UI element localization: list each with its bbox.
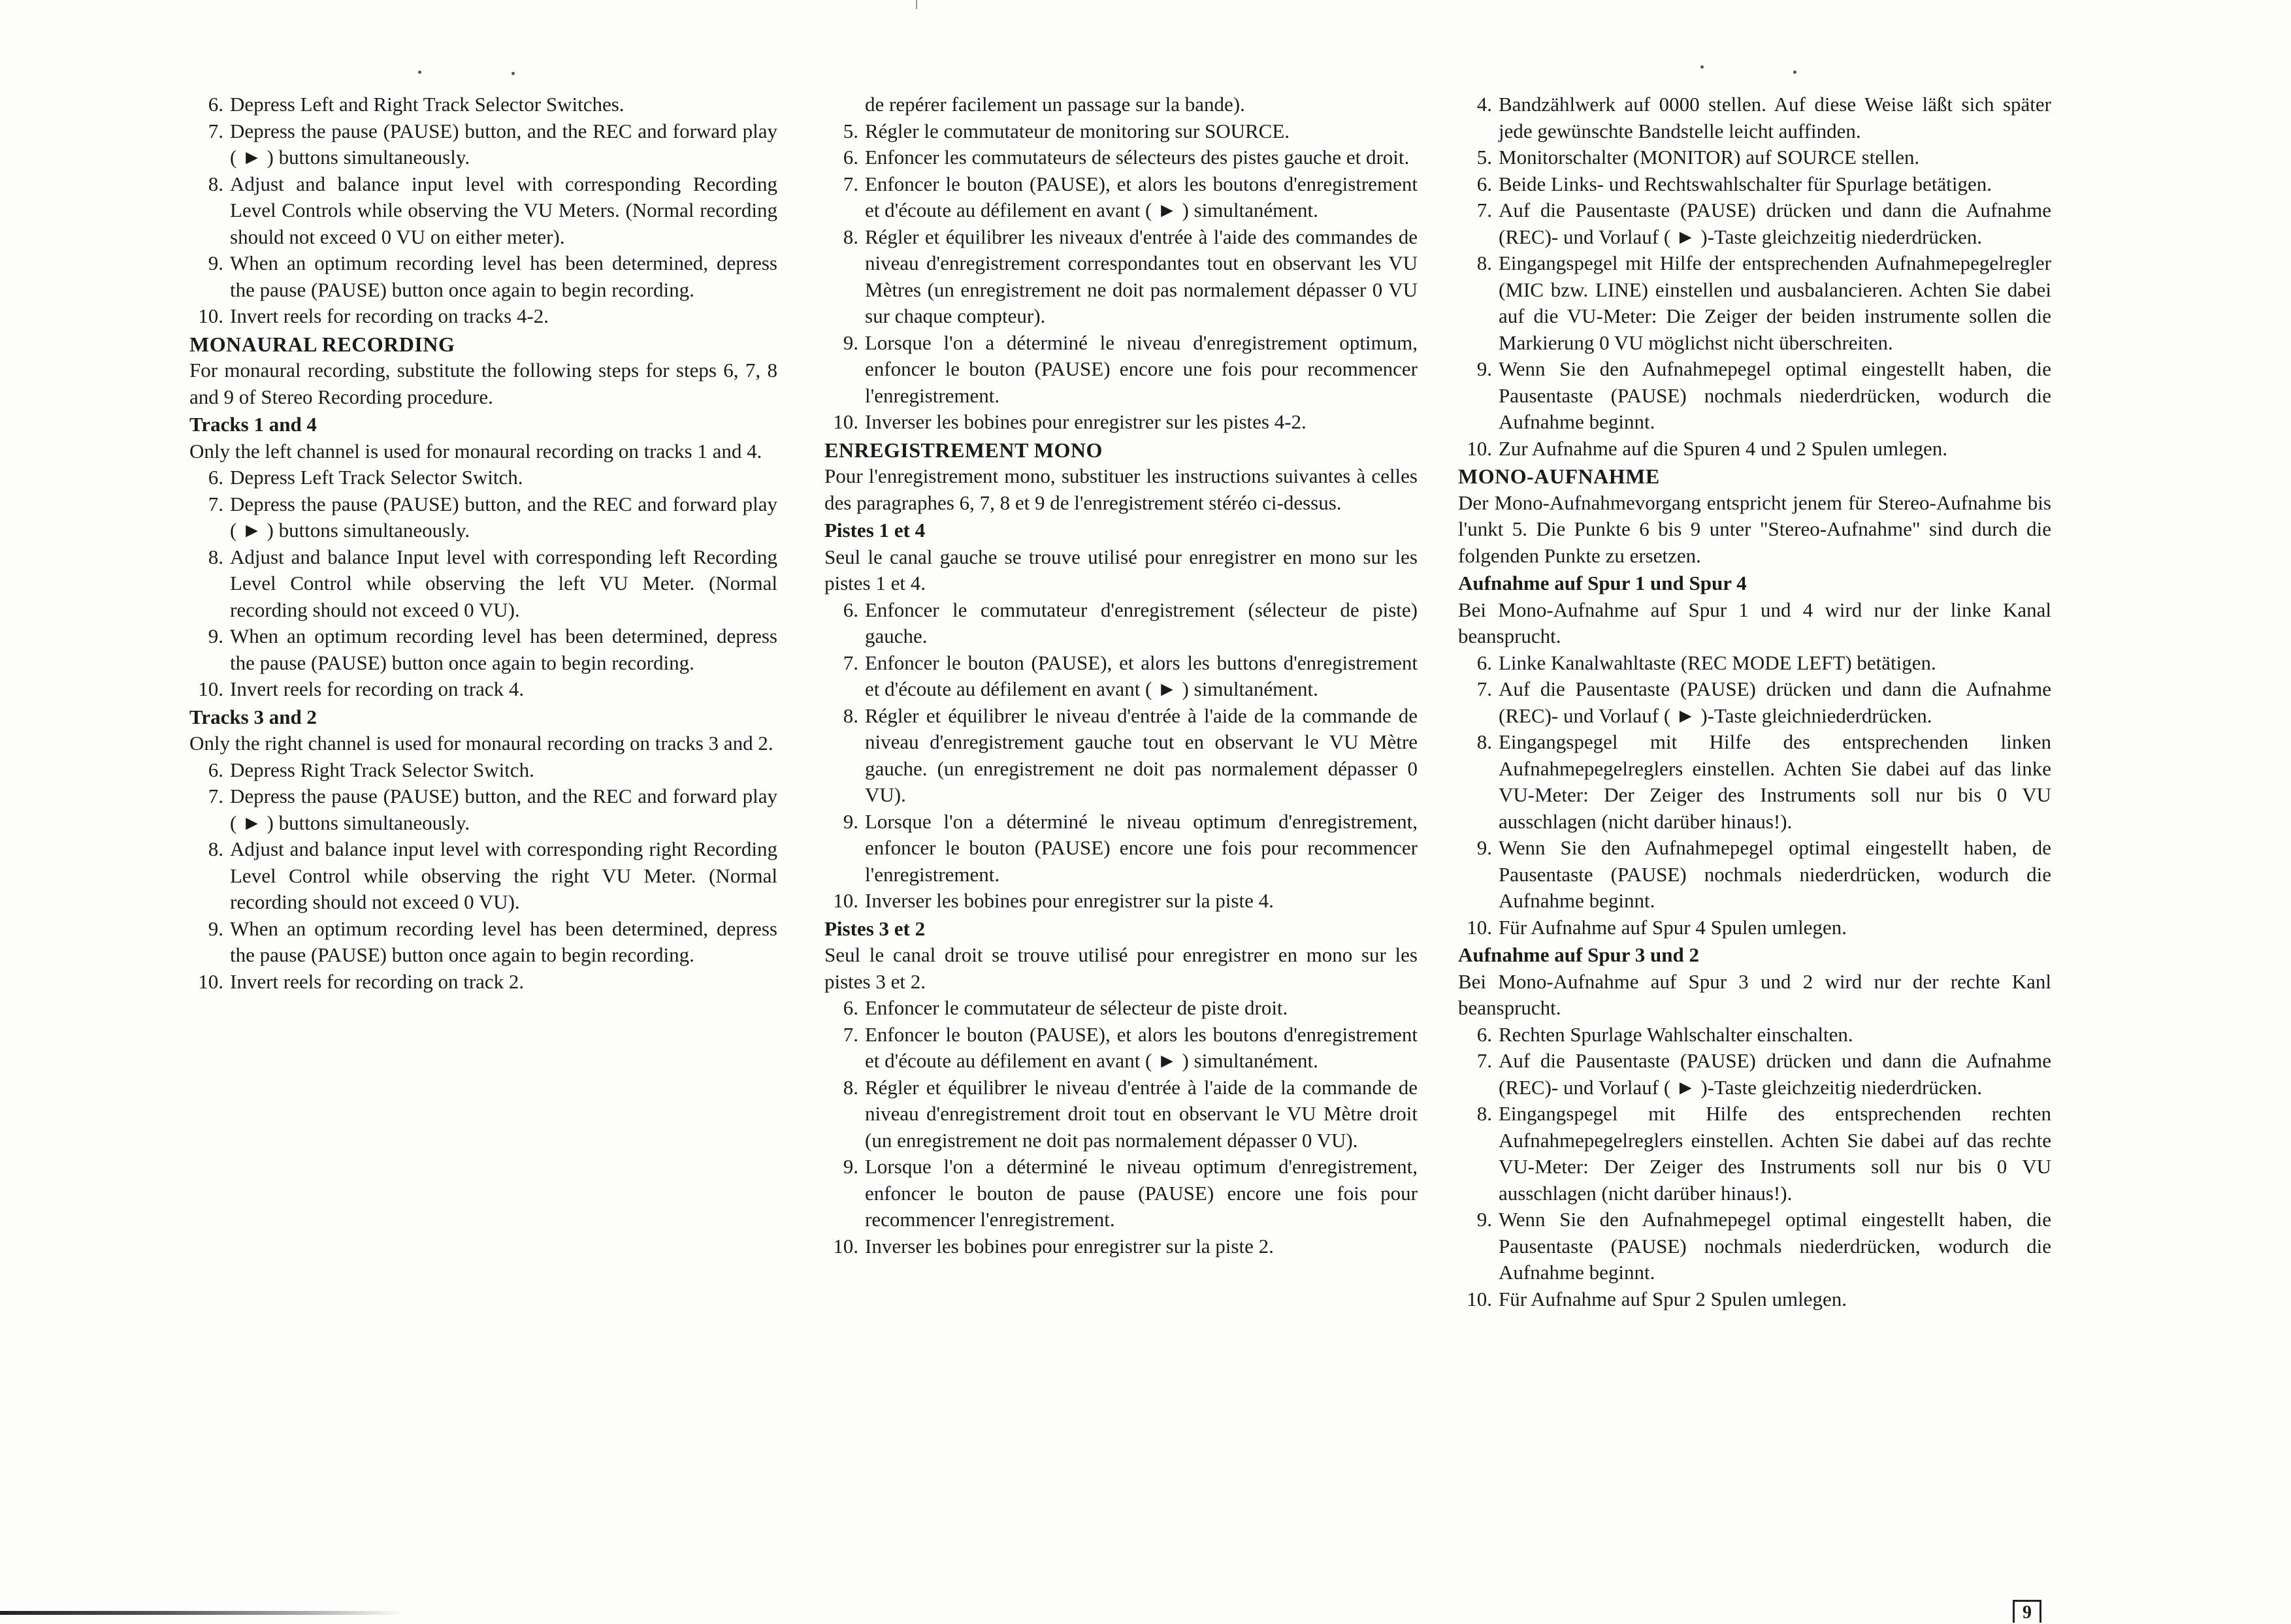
item-text: Depress Right Track Selector Switch. — [230, 758, 534, 781]
list-item — [1458, 1207, 2051, 1286]
list-item — [1458, 915, 2051, 941]
item-number: 7. — [208, 785, 223, 807]
list-item — [189, 303, 777, 330]
item-number: 8. — [208, 172, 223, 195]
list-item — [189, 171, 777, 251]
list-item — [1458, 171, 2051, 198]
item-text: Adjust and balance input level with corresponding Recording Level Controls while observing the VU Meters. (Normal recording should not exceed 0 VU on either meter). — [230, 172, 777, 248]
item-number: 7. — [208, 492, 223, 515]
paragraph: For monaural recording, substitute the following steps for steps 6, 7, 8 and 9 of Stereo Recording procedure. — [189, 359, 777, 408]
item-text: Auf die Pausentaste (PAUSE) drücken und dann die Aufnahme (REC)- und Vorlauf ( ► )-Taste gleichniederdrücken. — [1499, 677, 2051, 727]
item-text: Zur Aufnahme auf die Spuren 4 und 2 Spulen umlegen. — [1499, 436, 1948, 460]
item-number: 6. — [843, 146, 858, 169]
subsection-heading: Aufnahme auf Spur 3 und 2 — [1458, 943, 1699, 966]
item-text: Inverser les bobines pour enregistrer sur la piste 4. — [865, 889, 1274, 912]
item-number: 7. — [1476, 1049, 1492, 1072]
page-number: 9 — [2013, 1600, 2041, 1623]
item-number: 5. — [1476, 146, 1492, 169]
item-text: Inverser les bobines pour enregistrer sur les pistes 4-2. — [865, 410, 1307, 433]
list-item — [824, 888, 1418, 915]
item-number: 4. — [1476, 93, 1492, 116]
scan-speck — [1793, 71, 1796, 74]
list-item — [1458, 1101, 2051, 1207]
list-item — [824, 171, 1418, 224]
list-item — [189, 783, 777, 836]
list-item — [189, 491, 777, 544]
item-text: Bandzählwerk auf 0000 stellen. Auf diese Weise läßt sich später jede gewünschte Bandstelle leicht auffinden. — [1499, 93, 2051, 142]
item-text: Eingangspegel mit Hilfe des entsprechenden rechten Aufnahmepegelreglers einstellen. Achten Sie dabei auf das rechte VU-Meter: Der Zeiger des Instruments soll nur bis 0 VU ausschlagen (nicht darüber hinaus!). — [1499, 1102, 2051, 1205]
item-text: When an optimum recording level has been determined, depress the pause (PAUSE) button once again to begin recording. — [230, 625, 777, 674]
item-text: Auf die Pausentaste (PAUSE) drücken und dann die Aufnahme (REC)- und Vorlauf ( ► )-Taste gleichzeitig niederdrücken. — [1499, 199, 2051, 248]
item-text: de repérer facilement un passage sur la bande). — [865, 93, 1245, 116]
item-number: 8. — [1476, 252, 1492, 274]
list-item — [824, 1233, 1418, 1260]
item-text: Invert reels for recording on track 2. — [230, 969, 525, 993]
item-number: 10. — [1467, 1287, 1492, 1310]
list-item — [824, 91, 1418, 118]
section-heading: ENREGISTREMENT MONO — [824, 438, 1103, 462]
list-item — [189, 916, 777, 969]
list-item — [189, 464, 777, 491]
paragraph: Der Mono-Aufnahmevorgang entspricht jenem für Stereo-Aufnahme bis l'unkt 5. Die Punkte 6 bis 9 unter "Stereo-Aufnahme" sind durch die folgenden Punkte zu ersetzen. — [1458, 491, 2051, 567]
list-item — [824, 597, 1418, 650]
item-number: 8. — [843, 704, 858, 727]
item-text: Régler et équilibrer les niveaux d'entrée à l'aide des commandes de niveau d'enregistrement correspondantes tout en observant les VU Mètres (un enregistrement ne doit pas normalement dépasser 0 VU sur chaque compteur). — [865, 225, 1418, 327]
item-number: 9. — [843, 1155, 858, 1178]
item-number: 10. — [198, 677, 223, 700]
list-item — [824, 409, 1418, 436]
item-number: 6. — [1476, 651, 1492, 674]
item-number: 6. — [208, 758, 223, 781]
item-number: 6. — [843, 598, 858, 621]
item-number: 8. — [1476, 730, 1492, 753]
item-text: Depress the pause (PAUSE) button, and the REC and forward play ( ► ) buttons simultaneously. — [230, 492, 777, 542]
item-number: 10. — [1467, 436, 1492, 460]
item-number: 10. — [833, 1234, 858, 1258]
subsection-heading: Tracks 3 and 2 — [189, 705, 317, 728]
item-number: 6. — [208, 466, 223, 489]
section-heading: MONAURAL RECORDING — [189, 332, 455, 356]
item-number: 9. — [1476, 836, 1492, 859]
list-item — [189, 676, 777, 703]
item-number: 9. — [208, 252, 223, 274]
item-number: 9. — [1476, 357, 1492, 380]
item-text: Linke Kanalwahltaste (REC MODE LEFT) betätigen. — [1499, 651, 1936, 674]
list-item — [824, 809, 1418, 888]
item-number: 6. — [208, 93, 223, 116]
scan-speck — [1700, 65, 1704, 69]
item-text: Enfoncer le bouton (PAUSE), et alors les boutons d'enregistrement et d'écoute au défilement en avant ( ► ) simultanément. — [865, 1022, 1418, 1072]
scan-edge-strip — [0, 1611, 405, 1615]
item-number: 7. — [208, 119, 223, 142]
item-text: Enfoncer les commutateurs de sélecteurs des pistes gauche et droit. — [865, 146, 1410, 169]
item-number: 6. — [1476, 172, 1492, 195]
item-number: 8. — [843, 225, 858, 248]
item-text: Adjust and balance Input level with corresponding left Recording Level Control while observing the left VU Meter. (Normal recording should not exceed 0 VU). — [230, 545, 777, 621]
paragraph: Only the left channel is used for monaural recording on tracks 1 and 4. — [189, 439, 762, 463]
list-item — [824, 1154, 1418, 1233]
item-text: Invert reels for recording on tracks 4-2. — [230, 304, 549, 327]
item-text: Monitorschalter (MONITOR) auf SOURCE stellen. — [1499, 146, 1920, 169]
item-text: Depress Left Track Selector Switch. — [230, 466, 523, 489]
item-number: 6. — [1476, 1022, 1492, 1046]
item-number: 8. — [843, 1075, 858, 1099]
list-item — [824, 1022, 1418, 1075]
paragraph: Bei Mono-Aufnahme auf Spur 3 und 2 wird nur der rechte Kanl beansprucht. — [1458, 969, 2051, 1019]
item-text: Régler et équilibrer le niveau d'entrée à l'aide de la commande de niveau d'enregistrement droit tout en observant le VU Mètre droit (un enregistrement ne doit pas normalement dépasser 0 VU). — [865, 1075, 1418, 1152]
item-text: Enfoncer le bouton (PAUSE), et alors les buttons d'enregistrement et d'écoute au défilement en avant ( ► ) simultanément. — [865, 651, 1418, 700]
english-column — [189, 91, 777, 995]
item-number: 7. — [843, 651, 858, 674]
list-item — [1458, 356, 2051, 436]
list-item — [1458, 729, 2051, 835]
subsection-heading: Aufnahme auf Spur 1 und Spur 4 — [1458, 572, 1747, 594]
item-text: Wenn Sie den Aufnahmepegel optimal eingestellt haben, de Pausentaste (PAUSE) nochmals niederdrücken, wodurch die Aufnahme beginnt. — [1499, 836, 2051, 912]
list-item — [189, 623, 777, 676]
list-item — [189, 836, 777, 916]
item-text: Enfoncer le commutateur de sélecteur de piste droit. — [865, 996, 1288, 1019]
scan-speck — [512, 72, 515, 75]
item-text: When an optimum recording level has been determined, depress the pause (PAUSE) button once again to begin recording. — [230, 917, 777, 966]
item-text: Invert reels for recording on track 4. — [230, 677, 525, 700]
item-number: 7. — [843, 172, 858, 195]
item-text: Depress Left and Right Track Selector Switches. — [230, 93, 625, 116]
item-text: Für Aufnahme auf Spur 4 Spulen umlegen. — [1499, 915, 1847, 939]
item-text: Lorsque l'on a déterminé le niveau optimum d'enregistrement, enfoncer le bouton (PAUSE) encore une fois pour recommencer l'enregistrement. — [865, 809, 1418, 886]
list-item — [189, 91, 777, 118]
paragraph: Bei Mono-Aufnahme auf Spur 1 und 4 wird nur der linke Kanal beansprucht. — [1458, 598, 2051, 647]
list-item — [1458, 650, 2051, 677]
item-number: 8. — [1476, 1102, 1492, 1125]
list-item — [1458, 436, 2051, 463]
item-number: 8. — [208, 545, 223, 568]
item-text: Rechten Spurlage Wahlschalter einschalten. — [1499, 1022, 1853, 1046]
item-number: 5. — [843, 119, 858, 142]
list-item — [1458, 250, 2051, 356]
list-item — [189, 118, 777, 171]
subsection-heading: Pistes 1 et 4 — [824, 519, 926, 542]
list-item — [1458, 197, 2051, 250]
list-item — [189, 757, 777, 784]
paragraph: Pour l'enregistrement mono, substituer les instructions suivantes à celles des paragraphes 6, 7, 8 et 9 de l'enregistrement stéréo ci-dessus. — [824, 464, 1418, 514]
paragraph: Seul le canal gauche se trouve utilisé pour enregistrer en mono sur les pistes 1 et 4. — [824, 545, 1418, 594]
item-number: 10. — [198, 969, 223, 993]
german-column — [1458, 91, 2051, 1312]
list-item — [824, 118, 1418, 145]
item-number: 6. — [843, 996, 858, 1019]
list-item — [1458, 91, 2051, 144]
list-item — [824, 995, 1418, 1022]
item-text: Régler et équilibrer le niveau d'entrée à l'aide de la commande de niveau d'enregistrement gauche tout en observant le VU Mètre gauche. (un enregistrement ne doit pas normalement dépasser 0 VU). — [865, 704, 1418, 806]
item-text: Adjust and balance input level with corresponding right Recording Level Control while observing the right VU Meter. (Normal recording should not exceed 0 VU). — [230, 837, 777, 913]
item-number: 9. — [208, 625, 223, 647]
list-item — [824, 703, 1418, 809]
list-item — [824, 330, 1418, 410]
list-item — [824, 224, 1418, 330]
section-heading: MONO-AUFNAHME — [1458, 464, 1660, 488]
item-number: 9. — [1476, 1208, 1492, 1231]
item-text: Enfoncer le bouton (PAUSE), et alors les boutons d'enregistrement et d'écoute au défilement en avant ( ► ) simultanément. — [865, 172, 1418, 221]
item-text: Depress the pause (PAUSE) button, and the REC and forward play ( ► ) buttons simultaneously. — [230, 119, 777, 169]
list-item — [189, 250, 777, 303]
list-item — [1458, 1048, 2051, 1101]
scan-speck — [418, 71, 421, 74]
list-item — [189, 969, 777, 996]
item-text: Eingangspegel mit Hilfe des entsprechenden linken Aufnahmepegelreglers einstellen. Achten Sie dabei auf das linke VU-Meter: Der Zeiger des Instruments soll nur bis 0 VU ausschlagen (nicht darüber hinaus!). — [1499, 730, 2051, 833]
paragraph: Seul le canal droit se trouve utilisé pour enregistrer en mono sur les pistes 3 et 2. — [824, 943, 1418, 993]
item-number: 8. — [208, 837, 223, 860]
item-text: Enfoncer le commutateur d'enregistrement (sélecteur de piste) gauche. — [865, 598, 1418, 647]
item-number: 9. — [208, 917, 223, 940]
item-text: Depress the pause (PAUSE) button, and the REC and forward play ( ► ) buttons simultaneously. — [230, 785, 777, 834]
list-item — [824, 650, 1418, 703]
item-text: Lorsque l'on a déterminé le niveau d'enregistrement optimum, enfoncer le bouton (PAUSE) encore une fois pour recommencer l'enregistrement. — [865, 331, 1418, 407]
list-item — [824, 1075, 1418, 1154]
list-item — [1458, 144, 2051, 171]
item-text: Auf die Pausentaste (PAUSE) drücken und dann die Aufnahme (REC)- und Vorlauf ( ► )-Taste gleichzeitig niederdrücken. — [1499, 1049, 2051, 1099]
item-text: When an optimum recording level has been determined, depress the pause (PAUSE) button once again to begin recording. — [230, 252, 777, 301]
item-number: 7. — [843, 1022, 858, 1046]
list-item — [1458, 1022, 2051, 1048]
list-item — [1458, 835, 2051, 915]
item-number: 10. — [1467, 915, 1492, 939]
paragraph: Only the right channel is used for monaural recording on tracks 3 and 2. — [189, 732, 773, 755]
item-number: 10. — [198, 304, 223, 327]
item-text: Lorsque l'on a déterminé le niveau optimum d'enregistrement, enfoncer le bouton de pause (PAUSE) encore une fois pour recommencer l'enregistrement. — [865, 1155, 1418, 1231]
item-text: Wenn Sie den Aufnahmepegel optimal eingestellt haben, die Pausentaste (PAUSE) nochmals niederdrücken, wodurch die Aufnahme beginnt. — [1499, 1208, 2051, 1284]
item-text: Wenn Sie den Aufnahmepegel optimal eingestellt haben, die Pausentaste (PAUSE) nochmals niederdrücken, wodurch die Aufnahme beginnt. — [1499, 357, 2051, 433]
item-text: Eingangspegel mit Hilfe der entsprechenden Aufnahmepegelregler (MIC bzw. LINE) einstellen und ausbalancieren. Achten Sie dabei auf die VU-Meter: Die Zeiger der beiden instrumente sollen die Markierung 0 VU möglichst nicht überschreiten. — [1499, 252, 2051, 354]
item-text: Für Aufnahme auf Spur 2 Spulen umlegen. — [1499, 1287, 1847, 1310]
list-item — [189, 544, 777, 624]
french-column — [824, 91, 1418, 1259]
item-number: 7. — [1476, 199, 1492, 221]
item-text: Beide Links- und Rechtswahlschalter für Spurlage betätigen. — [1499, 172, 1992, 195]
list-item — [1458, 1286, 2051, 1313]
list-item — [824, 144, 1418, 171]
item-text: Régler le commutateur de monitoring sur SOURCE. — [865, 119, 1290, 142]
item-number: 10. — [833, 410, 858, 433]
item-text: Inverser les bobines pour enregistrer sur la piste 2. — [865, 1234, 1274, 1258]
subsection-heading: Tracks 1 and 4 — [189, 413, 317, 436]
subsection-heading: Pistes 3 et 2 — [824, 917, 926, 940]
scan-mark — [916, 0, 917, 9]
item-number: 7. — [1476, 677, 1492, 700]
item-number: 10. — [833, 889, 858, 912]
list-item — [1458, 676, 2051, 729]
item-number: 9. — [843, 809, 858, 833]
item-number: 9. — [843, 331, 858, 354]
